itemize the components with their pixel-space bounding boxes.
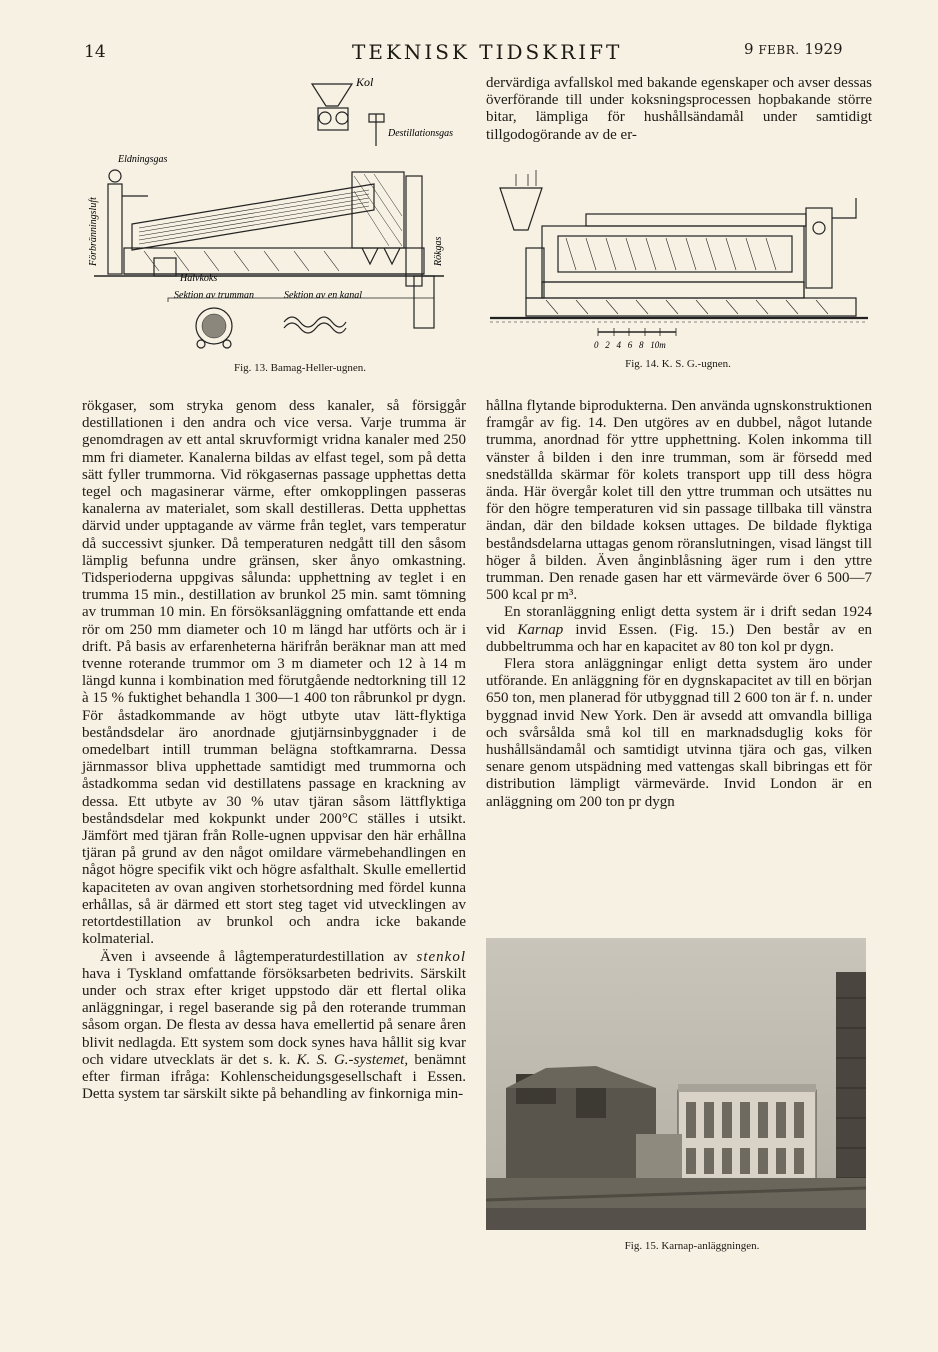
left-column: [82, 398, 466, 1103]
label-sektion-trumman: Sektion av trumman: [174, 290, 254, 301]
right-paragraph-3: Flera stora anläggningar enligt detta system äro under utförande. En anläggning för en dygnskapacitet av till en början 650 ton, men planerad för utbyggnad till 2 600 ton är f. n. under byggnad invid New York. Den är avsedd att omvandla billiga och svårsålda små kol till en marknadsduglig koks för hushållsändamål och samtidigt utvinna tjära och gas, vilken senare genom utspädning med vattengas skall bibringas ett för distribution lämpligt värmevärde. Invid London är en anläggning om 200 ton pr dygn: [486, 656, 872, 810]
coal-hopper: [312, 84, 352, 106]
outer-drum: [542, 226, 804, 282]
karnap-plant-photo: [486, 938, 866, 1230]
figure-15-photo: [486, 938, 866, 1230]
figure-14-drawing: [486, 168, 872, 358]
label-rokgas: Rökgas: [433, 236, 444, 266]
right-column: [486, 398, 872, 811]
right-paragraph-2-part-a: En storanläggning enligt detta system är i drift sedan 1924 vid: [486, 604, 872, 638]
ksg-oven-diagram: [486, 168, 872, 358]
figure-14-caption: Fig. 14. K. S. G.-ugnen.: [625, 358, 731, 370]
top-right-paragraph: [486, 75, 872, 144]
right-paragraph-1: hållna flytande biprodukterna. Den använda ugnskonstruktionen framgår av fig. 14. Den utgöres av en dubbel, något lutande trumma, anordnad för yttre upphettning. Kolen inkomma till vänster å bilden i den inre trumman, som är försedd med snedställda skärmar för kolets transport upp till dess högra ända. Här övergår kolet till den yttre trumman och utsättes nu för den högre temperaturen vid sin passage tillbaka till vänstra ändan, där den bildade koksen uttages. De bildade flyktiga beståndsdelarna uttagas genom röranslutningen, visad längst till höger å bilden. Även ånginblåsning äger rum i den yttre trumman. Den renade gasen har ett värmevärde över 6 500—7 500 kcal pr m³.: [486, 398, 872, 604]
gas-outlet-housing: [806, 208, 832, 288]
figure-13-drawing: [84, 76, 459, 358]
channel-cross-section: [284, 317, 346, 327]
gasholder: [836, 972, 866, 1212]
left-paragraph-2-part-b: hava i Tyskland omfattande försöksarbeten bedrivits. Särskilt under och strax efter kriget uppstodo där ett flertal olika anläggningar, i regel baserande sig på den roterande trumman såsom organ. De flesta av dessa hava emellertid på senare åren blivit nedlagda. Ett system som dock synes hava hållit sig kvar och vidare utvecklats är det s. k.: [82, 965, 466, 1068]
dust-chamber: [352, 172, 404, 248]
issue-month: FEBR.: [758, 43, 800, 57]
flue-stack: [406, 176, 422, 286]
issue-day: 9: [744, 40, 754, 58]
left-paragraph-2: [82, 949, 466, 1104]
brick-foundation: [124, 248, 424, 274]
figure-13-caption: Fig. 13. Bamag-Heller-ugnen.: [233, 362, 367, 374]
gas-outlet-pipe: [369, 114, 384, 146]
bamag-heller-oven-diagram: [84, 76, 459, 358]
scale-label: 0 2 4 6 8 10m: [594, 340, 666, 350]
right-paragraph-2: [486, 604, 872, 656]
label-destillationsgas: Destillationsgas: [388, 128, 454, 139]
emphasis-karnap: Karnap: [517, 621, 564, 638]
coal-hopper: [500, 188, 542, 230]
label-forbranningsluft: Förbränningsluft: [88, 197, 99, 266]
label-eldningsgas: Eldningsgas: [118, 154, 168, 165]
journal-title: TEKNISK TIDSKRIFT: [352, 40, 623, 64]
right-paragraph-2-part-b: invid Essen. (Fig. 15.) Den består av en dubbeltrumma och har en kapacitet av 80 ton kol pr dygn.: [486, 621, 873, 655]
label-halvkoks: Halvkoks: [180, 273, 218, 284]
emphasis-ksg-system: K. S. G.-systemet,: [296, 1051, 409, 1068]
brick-base: [526, 298, 856, 316]
issue-date: [744, 40, 843, 58]
issue-year: 1929: [804, 40, 843, 58]
label-kol: Kol: [356, 76, 374, 89]
left-paragraph-2-part-a: Även i avseende å lågtemperaturdestillation av: [100, 948, 417, 965]
gas-pipe: [832, 198, 856, 218]
page-number: 14: [84, 42, 106, 62]
feed-mechanism: [318, 108, 348, 130]
label-sektion-kanal: Sektion av en kanal: [284, 290, 363, 301]
figure-15-caption: Fig. 15. Karnap-anläggningen.: [624, 1240, 760, 1252]
burner: [108, 184, 122, 274]
left-paragraph-2-part-c: benämnt efter firman ifråga: Kohlenscheidungsgesellschaft i Essen. Detta system tar särskilt sikte på behandling av finkorniga min-: [82, 1051, 467, 1103]
left-paragraph-1: rökgaser, som stryka genom dess kanaler, så försiggår destillationen i den andra och vice versa. Varje trumma är genomdragen av ett antal skruvformigt vridna kanaler med 250 mm fri diameter. Kanalerna bildas av elfast tegel, som på detta sätt fyller trummorna. Vid rökgasernas passage upphettas detta tegel och magasinerar värme, efter omkopplingen passeras kanalerna av materialet, som skall destilleras. Detta upphettas därvid under upptagande av värme från teglet, vars temperatur då successivt sjunker. Då temperaturen nedgått till den såsom lämplig befunna undre gränsen, sker ånyo omkastning. Tidsperioderna uppgivas sålunda: upphettning av teglet i en trumma 15 min., destillation av brunkol 25 min. samt tömning av trumman 10 min. En försöksanläggning omfattande ett enda rör om 250 mm diameter och 10 m längd har utförts och är i drift. På basis av erfarenheterna härifrån beräknar man att med tvenne roterande trummor om 3 m diameter och 12 à 14 m längd kunna i kombination med förutgående nedtorkning till 12 à 15 % fuktighet behandla 1 300—1 400 ton råbrunkol pr dygn. För åstadkommande av högt utbyte utav lätt-flyktiga beståndsdelar äro anordnade gjutjärnsinbyggnader i de omedelbart intill trumman belägna stoftkamrarna. Dessa järnmassor bliva upphettade samtidigt med trummorna och åstadkomma sedan vid destillatens passage en krackning av dessa. Ett utbyte av 30 % utav tjäran såsom lättflyktiga beståndsdelar med kokpunkt under 200°C ställes i utsikt. Jämfört med tjäran från Rolle-ugnen uppvisar den här erhållna tjäran på grund av den något omildare värmebehandlingen en något högre specifik vikt och högre asfalthalt. Skulle emellertid kapaciteten av ovan angiven storhetsordning med fördel kunna erhållas, så är därmed ett stort steg taget vid utvecklingen av retortdestillation av brunkol och andra icke bakande kolmaterial.: [82, 398, 466, 948]
emphasis-stenkol: stenkol: [416, 948, 466, 965]
top-right-text: dervärdiga avfallskol med bakande egenskaper och avser dessas överförande till under koksningsprocessen hopbakande större bitar, lämpliga för hushållsändamål under samtidigt tillgodogörande av de er-: [486, 75, 872, 143]
